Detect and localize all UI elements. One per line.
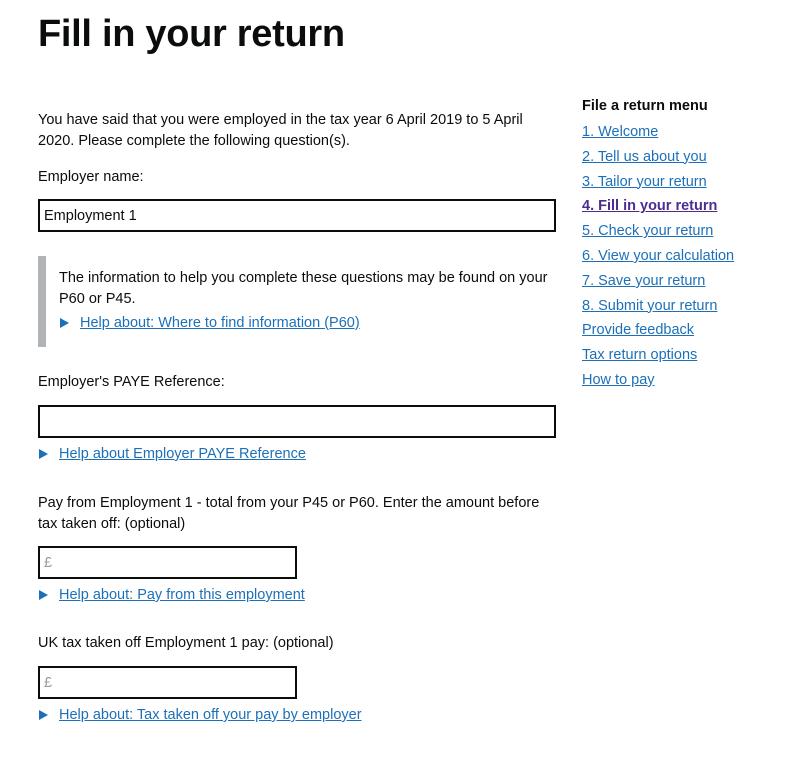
- intro-text: You have said that you were employed in the tax year 6 April 2019 to 5 April 2020. Please complete the following question(s).: [38, 112, 523, 149]
- menu-item: [582, 219, 782, 244]
- tax-amount-input[interactable]: [38, 666, 297, 699]
- tax-label: UK tax taken off Employment 1 pay: (optional): [38, 635, 334, 651]
- paye-label: Employer's PAYE Reference:: [38, 374, 225, 390]
- menu-link-save-your-return[interactable]: 7. Save your return: [582, 272, 706, 289]
- menu-item: [582, 120, 782, 145]
- menu-link-provide-feedback[interactable]: Provide feedback: [582, 322, 695, 339]
- inset-text: The information to help you complete these questions may be found on your P60 or P45.: [59, 270, 548, 307]
- help-where-to-find[interactable]: [59, 313, 564, 333]
- main-content: [38, 110, 558, 725]
- menu-link-check-your-return[interactable]: 5. Check your return: [582, 223, 714, 240]
- expand-triangle-icon: [60, 318, 69, 328]
- expand-triangle-icon: [39, 590, 48, 600]
- menu-heading: File a return menu: [582, 98, 708, 114]
- menu-link-welcome[interactable]: 1. Welcome: [582, 124, 659, 140]
- help-paye[interactable]: [38, 444, 558, 464]
- menu-item: [582, 294, 782, 319]
- help-where-to-find-link[interactable]: Help about: Where to find information (P60): [80, 315, 360, 331]
- employer-name-label: Employer name:: [38, 169, 144, 185]
- help-tax[interactable]: [38, 705, 558, 725]
- help-inset: [38, 256, 564, 347]
- pay-label: Pay from Employment 1 - total from your P45 or P60. Enter the amount before tax taken off: (optional): [38, 495, 540, 532]
- help-paye-link[interactable]: Help about Employer PAYE Reference: [59, 446, 306, 462]
- pay-amount-input[interactable]: [38, 546, 297, 579]
- menu-link-tailor-your-return[interactable]: 3. Tailor your return: [582, 173, 707, 190]
- menu-item: [582, 145, 782, 170]
- menu-item: [582, 244, 782, 269]
- menu-link-view-your-calculation[interactable]: 6. View your calculation: [582, 247, 735, 264]
- menu-item: [582, 318, 782, 343]
- expand-triangle-icon: [39, 449, 48, 459]
- expand-triangle-icon: [39, 710, 48, 720]
- menu-list: [582, 120, 782, 393]
- menu-item: [582, 368, 782, 393]
- menu-link-submit-your-return[interactable]: 8. Submit your return: [582, 297, 718, 314]
- menu-item: [582, 194, 782, 219]
- page-title: Fill in your return: [38, 13, 345, 55]
- help-tax-link[interactable]: Help about: Tax taken off your pay by employer: [59, 707, 362, 723]
- paye-reference-input[interactable]: [38, 405, 556, 438]
- menu-link-tax-return-options[interactable]: Tax return options: [582, 347, 698, 364]
- employer-name-input[interactable]: [38, 199, 556, 232]
- file-return-menu: [582, 96, 782, 393]
- menu-link-how-to-pay[interactable]: How to pay: [582, 371, 655, 388]
- menu-link-fill-in-your-return[interactable]: 4. Fill in your return: [582, 198, 718, 215]
- menu-item: [582, 170, 782, 195]
- help-pay[interactable]: [38, 585, 558, 605]
- menu-link-tell-us-about-you[interactable]: 2. Tell us about you: [582, 148, 707, 165]
- menu-item: [582, 343, 782, 368]
- help-pay-link[interactable]: Help about: Pay from this employment: [59, 587, 305, 603]
- menu-item: [582, 269, 782, 294]
